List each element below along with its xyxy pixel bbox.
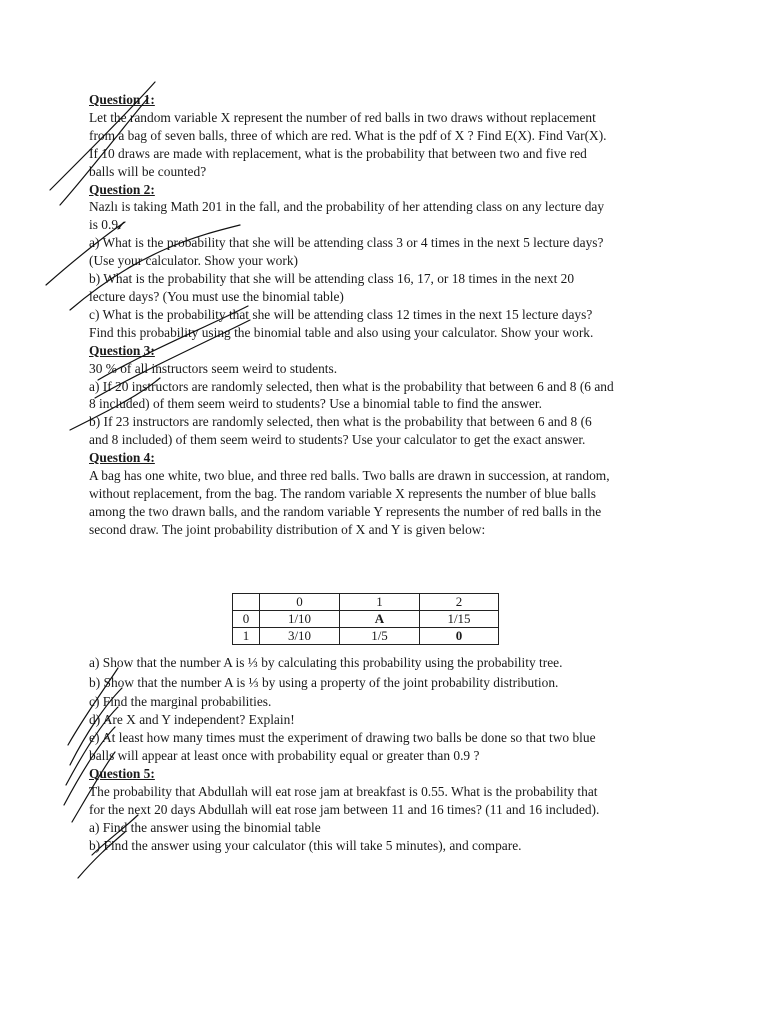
question-4-heading: Question 4: xyxy=(89,450,155,466)
question-1-heading: Question 1: xyxy=(89,92,155,107)
question-4-part-b: b) Show that the number A is ⅓ by using a property of the joint probability distribution. xyxy=(89,674,559,690)
question-4-text: without replacement, from the bag. The random variable X represents the number of blue balls xyxy=(89,485,596,501)
table-cell: 1/15 xyxy=(420,610,499,627)
question-4-text: second draw. The joint probability distribution of X and Y is given below: xyxy=(89,521,486,537)
question-4-part-a: a) Show that the number A is ⅓ by calculating this probability using the probability tree. xyxy=(89,654,563,670)
question-2-heading: Question 2: xyxy=(89,181,155,197)
question-5-text: for the next 20 days Abdullah will eat rose jam between 11 and 16 times? (11 and 16 included). xyxy=(89,801,600,817)
table-row-label: 0 xyxy=(233,610,260,627)
question-4-part-c: c) Find the marginal probabilities. xyxy=(89,694,272,710)
question-5-part-a: a) Find the answer using the binomial table xyxy=(89,819,321,835)
document-body xyxy=(89,91,689,855)
question-3-part-a: a) If 20 instructors are randomly selected, then what is the probability that between 6 and 8 (6 and xyxy=(89,378,614,394)
joint-distribution-table xyxy=(232,593,499,645)
question-4-part-d: d) Are X and Y independent? Explain! xyxy=(89,712,295,728)
question-2-part-a: (Use your calculator. Show your work) xyxy=(89,253,298,269)
question-4-part-e: balls will appear at least once with probability equal or greater than 0.9 ? xyxy=(89,748,480,764)
question-5-heading: Question 5: xyxy=(89,766,155,782)
question-5-text: The probability that Abdullah will eat rose jam at breakfast is 0.55. What is the probability that xyxy=(89,784,598,799)
question-2-part-c: Find this probability using the binomial table and also using your calculator. Show your work. xyxy=(89,324,594,340)
question-3-heading: Question 3: xyxy=(89,342,155,358)
joint-distribution-table-wrap xyxy=(232,593,689,645)
table-cell: 1/5 xyxy=(340,627,420,644)
table-row-label: 1 xyxy=(233,627,260,644)
question-3-part-b: b) If 23 instructors are randomly selected, then what is the probability that between 6 and 8 (6 xyxy=(89,414,592,430)
question-4-text: among the two drawn balls, and the random variable Y represents the number of red balls in the xyxy=(89,503,602,519)
table-row xyxy=(233,627,499,644)
question-3-part-b: and 8 included) of them seem weird to students? Use your calculator to get the exact answer. xyxy=(89,432,586,448)
table-cell: 1/10 xyxy=(260,610,340,627)
table-cell: A xyxy=(340,610,420,627)
question-1-text: If 10 draws are made with replacement, what is the probability that between two and five red xyxy=(89,145,587,161)
question-4-text: A bag has one white, two blue, and three red balls. Two balls are drawn in succession, at random, xyxy=(89,468,610,484)
table-cell: 3/10 xyxy=(260,627,340,644)
question-5-part-b: b) Find the answer using your calculator (this will take 5 minutes), and compare. xyxy=(89,837,522,853)
question-2-part-c: c) What is the probability that she will be attending class 12 times in the next 15 lecture days? xyxy=(89,306,593,322)
question-2-part-a: a) What is the probability that she will be attending class 3 or 4 times in the next 5 lecture days? xyxy=(89,235,604,251)
table-cell: 0 xyxy=(420,627,499,644)
question-2-text: Nazlı is taking Math 201 in the fall, and the probability of her attending class on any lecture day xyxy=(89,199,605,215)
table-header-cell: 2 xyxy=(420,593,499,610)
table-header-row xyxy=(233,593,499,610)
question-1-text: from a bag of seven balls, three of which are red. What is the pdf of X ? Find E(X). Find Var(X). xyxy=(89,127,607,143)
spacer xyxy=(89,539,689,593)
table-header-cell xyxy=(233,593,260,610)
table-row xyxy=(233,610,499,627)
question-3-part-a: 8 included) of them seem weird to students? Use a binomial table to find the answer. xyxy=(89,396,542,412)
question-1-text: Let the random variable X represent the number of red balls in two draws without replacement xyxy=(89,109,596,125)
question-1-text: balls will be counted? xyxy=(89,163,207,179)
question-3-text: 30 % of all instructors seem weird to students. xyxy=(89,360,338,376)
question-2-text: is 0.9. xyxy=(89,217,122,233)
question-2-part-b: lecture days? (You must use the binomial table) xyxy=(89,288,344,304)
question-2-part-b: b) What is the probability that she will be attending class 16, 17, or 18 times in the next 20 xyxy=(89,271,575,287)
table-header-cell: 1 xyxy=(340,593,420,610)
table-header-cell: 0 xyxy=(260,593,340,610)
question-4-part-e: e) At least how many times must the experiment of drawing two balls be done so that two blue xyxy=(89,730,596,746)
